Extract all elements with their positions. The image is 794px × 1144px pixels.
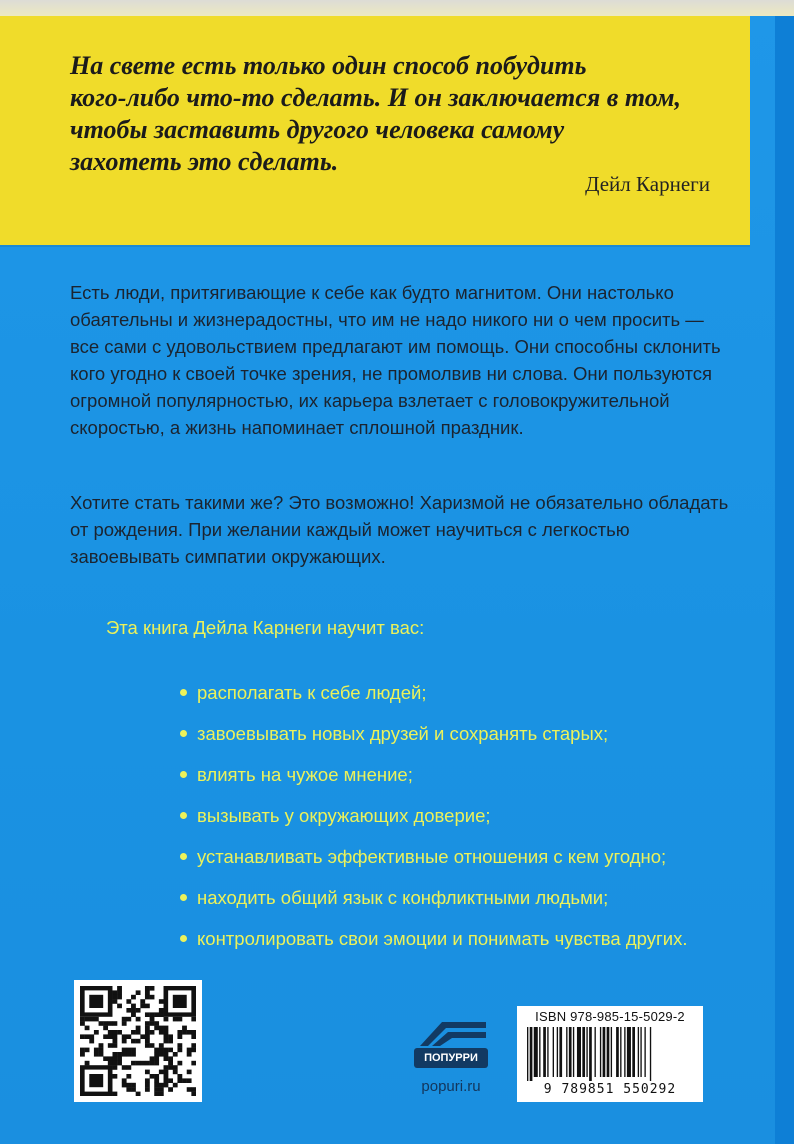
learn-item-text: контролировать свои эмоции и понимать чувства других. <box>197 928 688 949</box>
learn-list-item <box>180 877 687 918</box>
barcode-icon <box>527 1027 693 1081</box>
bullet-icon <box>180 894 187 901</box>
quote-line: чтобы заставить другого человека самому <box>70 115 565 144</box>
learn-item-text: влиять на чужое мнение; <box>197 764 413 785</box>
learn-list-item <box>180 795 687 836</box>
qr-code-icon <box>74 980 202 1102</box>
learn-item-text: вызывать у окружающих доверие; <box>197 805 491 826</box>
paragraph-line: обаятельны и жизнерадостны, что им не надо никого ни о чем просить — <box>70 309 704 330</box>
quote-box <box>0 0 750 245</box>
publisher-name: ПОПУРРИ <box>414 1048 488 1068</box>
qr-code-graphic <box>80 986 196 1096</box>
learn-list-item <box>180 836 687 877</box>
bullet-icon <box>180 730 187 737</box>
quote-line: На свете есть только один способ побудить <box>70 51 587 80</box>
top-edge <box>0 0 794 16</box>
cover-edge <box>775 0 794 1144</box>
learn-intro: Эта книга Дейла Карнеги научит вас: <box>106 617 425 638</box>
learn-item-text: располагать к себе людей; <box>197 682 427 703</box>
learn-list-item <box>180 754 687 795</box>
bullet-icon <box>180 689 187 696</box>
publisher-logo <box>408 1018 498 1104</box>
learn-list-item <box>180 713 687 754</box>
paragraph-line: огромной популярностью, их карьера взлетает с головокружительной <box>70 390 670 411</box>
bullet-icon <box>180 812 187 819</box>
publisher-site: popuri.ru <box>421 1078 481 1095</box>
bullet-icon <box>180 935 187 942</box>
quote-author: Дейл Карнеги <box>585 172 710 196</box>
description-paragraph-1 <box>70 279 730 441</box>
isbn-barcode <box>517 1006 703 1102</box>
learn-item-text: завоевывать новых друзей и сохранять старых; <box>197 723 609 744</box>
learn-item-text: находить общий язык с конфликтными людьми; <box>197 887 609 908</box>
bullet-icon <box>180 853 187 860</box>
learn-item-text: устанавливать эффективные отношения с кем угодно; <box>197 846 667 867</box>
paragraph-line: завоевывать симпатии окружающих. <box>70 546 386 567</box>
isbn-number: ISBN 978-985-15-5029-2 <box>535 1009 685 1024</box>
paragraph-line: скоростью, а жизнь напоминает сплошной праздник. <box>70 417 524 438</box>
quote-line: захотеть это сделать. <box>70 147 339 176</box>
paragraph-line: Есть люди, притягивающие к себе как будто магнитом. Они настолько <box>70 282 674 303</box>
quote-line: кого-либо что-то сделать. И он заключается в том, <box>70 83 682 112</box>
publisher-logo-icon <box>408 1018 494 1050</box>
paragraph-line: от рождения. При желании каждый может научиться с легкостью <box>70 519 630 540</box>
paragraph-line: Хотите стать такими же? Это возможно! Харизмой не обязательно обладать <box>70 492 729 513</box>
learn-list-item <box>180 918 687 959</box>
learn-list <box>180 672 687 959</box>
bullet-icon <box>180 771 187 778</box>
description-paragraph-2 <box>70 489 730 570</box>
paragraph-line: все сами с удовольствием предлагают им помощь. Они способны склонить <box>70 336 721 357</box>
barcode-digits: 9 789851 550292 <box>543 1082 677 1097</box>
quote-text <box>70 50 730 178</box>
paragraph-line: кого угодно к своей точке зрения, не промолвив ни слова. Они пользуются <box>70 363 712 384</box>
learn-list-item <box>180 672 687 713</box>
